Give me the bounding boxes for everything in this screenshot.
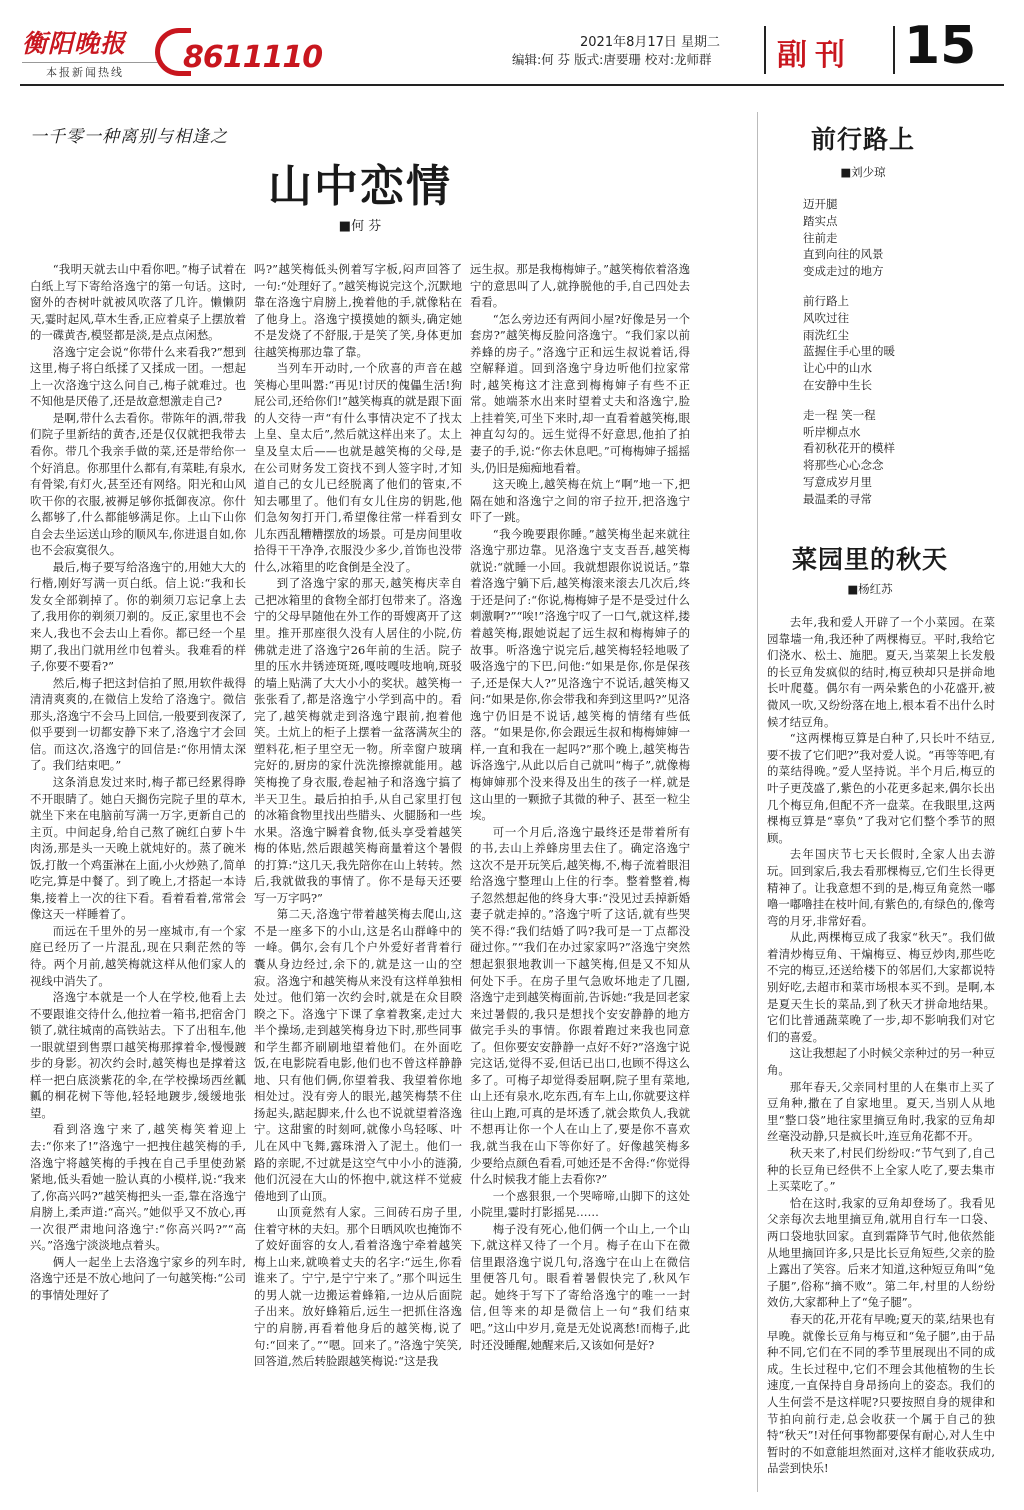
story-paragraph: 一个惑狠狠,一个哭啼啼,山脚下的这处小院里,霎时打影摇晃…… (470, 1188, 690, 1220)
series-label: 一千零一种离别与相逢之 (30, 127, 228, 147)
story-paragraph: 是啊,带什么去看你。带陈年的酒,带我们院子里新结的黄杏,还是仅仅就把我带去看你。带几个我亲手做的菜,还是带给你一个好消息。你那里什么都有,有菜畦,有泉水,有骨梁,有灯火,甚至还有网络。阳光和山风吹干你的衣服,被褥足够你抵御夜凉。你什么都够了,什么都能够满足你。上山下山你自会去坐运送山珍的顺风车,你进退自如,你也不会寂寞很久。 (30, 410, 246, 558)
poem-line: 雨洗红尘 (803, 327, 849, 342)
poem-line: 将那些心心念念 (803, 458, 884, 473)
poem-line: 听岸柳点水 (803, 424, 861, 439)
logo-divider (22, 62, 160, 63)
story-paragraph: 远生叔。那是我梅梅婶子。”越笑梅依着洛逸宁的意思叫了人,就挣脱他的手,自己四处去看看。 (470, 262, 690, 310)
story-column-2 (254, 261, 462, 1489)
masthead-rule (20, 84, 1004, 86)
poem-line: 看初秋花开的模样 (803, 441, 895, 456)
story-paragraph: 可一个月后,洛逸宁最终还是带着所有的书,去山上养蜂房里去住了。确定洛逸宁这次不是开玩笑后,越笑梅,不,梅子流着眼泪给洛逸宁整理山上住的行李。整着整着,梅子忽然想起他的终身大事:“没见过丢掉新婚妻子就走掉的。”洛逸宁听了这话,就有些哭笑不得:“我们结婚了吗?我可是一丁点都没碰过你。”“我们在办过家家吗?”洛逸宁突然想起狠狠地教训一下越笑梅,但是又不知从何处下手。在房子里气急败坏地走了几圈,洛逸宁走到越笑梅面前,告诉她:“我是回老家来过暑假的,我只是想找个安安静静的地方做完手头的事情。你跟着跑过来我也同意了。但你要安安静静一点好不好?”洛逸宁说完这话,觉得不妥,但话已出口,也顾不得这么多了。可梅子却觉得委屈啊,院子里有菜地,山上还有泉水,吃东西,有车上山,你就要这样往山上跑,可真的是坏透了,就会欺负人,我就不想再让你一个人在山上了,要是你不喜欢我,就当我在山下等你好了。好像越笑梅多少要给点颜色看看,可她还是不舍得:“你觉得什么时候我才能上去看你?” (470, 824, 690, 1187)
story-paragraph: 然后,梅子把这封信拍了照,用软件裁得清清爽爽的,在微信上发给了洛逸宁。微信那头,洛逸宁不会马上回信,一般要到夜深了,似乎要到一切都安静下来了,洛逸宁才会回信。而这次,洛逸宁的回信是:“你用情太深了。我们结束吧。” (30, 675, 246, 773)
poem-title: 前行路上 (810, 125, 915, 154)
essay-byline: ■杨红苏 (847, 582, 893, 596)
story-paragraph: “怎么旁边还有两间小屋?好像是另一个套房?”越笑梅反脸问洛逸宁。“我们家以前养蜂的房子。”洛逸宁正和远生叔说着话,得空解释道。回到洛逸宁身边听他们拉家常时,越笑梅这才注意到梅梅婶子有些不正常。她端茶水出来时望着丈夫和洛逸宁,脸上挂着笑,可坐下来时,却一直看着越笑梅,眼神直勾勾的。远生觉得不好意思,他拍了拍妻子的手,说:“你去休息吧。”可梅梅婶子摇摇头,仍旧是痴痴地看着。 (470, 311, 690, 475)
essay-paragraph: 恰在这时,我家的豆角却登场了。我看见父亲每次去地里摘豆角,就用自行车一口袋、两口袋地驮回家。直到霜降节气时,他依然能从地里摘回许多,只是比长豆角短些,父亲的脸上露出了笑容。后来才知道,这种短豆角叫“兔子腿”,俗称“摘不败”。第二年,村里的人纷纷效仿,大家都种上了“兔子腿”。 (767, 1195, 995, 1310)
story-paragraph: 洛逸宁本就是一个人在学校,他看上去不要跟谁交待什么,他拉着一箱书,把宿舍门锁了,就往城南的高铁站去。下了出租车,他一眼就望到售票口越笑梅那撑着伞,慢慢踱步的身影。初次约会时,越笑梅也是撑着这样一把白底淡紫花的伞,在学校操场西丝瓤瓤的桐花树下等他,轻轻地踱步,缓缓地张望。 (30, 990, 246, 1120)
poem-line: 往前走 (803, 230, 838, 245)
poem-line: 前行路上 (803, 293, 849, 308)
poem-line: 直到向往的风景 (803, 247, 884, 262)
story-title: 山中恋情 (268, 161, 452, 212)
story-paragraph: “我明天就去山中看你吧。”梅子试着在白纸上写下寄给洛逸宁的第一句话。这时,窗外的杏树叶就被风吹落了几许。懒懒阴天,霎时起风,草木生香,正应着桌子上摆放着的一碟黄杏,模竖都是淡,是点点闲愁。 (30, 262, 246, 343)
poem-line: 写意成岁月里 (803, 474, 872, 489)
section-name: 副刊 (777, 38, 853, 73)
story-paragraph: 最后,梅子要写给洛逸宁的,用她大大的行楷,刚好写满一页白纸。信上说:“我和长发女全部剃掉了。你的剃须刀忘记拿上去了,我用你的剃须刀剃的。反正,家里也不会来人,我也不会去山上看你。都已经一个星期了,我出门就用丝巾包着头。我难看的样子,你要不要看?” (30, 559, 246, 674)
story-paragraph: 梅子没有死心,他们俩一个山上,一个山下,就这样又待了一个月。梅子在山下在微信里跟洛逸宁说几句,洛逸宁在山上在微信里便答几句。眼看着暑假快完了,秋风乍起。她终于写下了寄给洛逸宁的唯一一封信,但等来的却是微信上一句“我们结束吧。”这山中岁月,竟是无处说离愁!而梅子,此时还没睡醒,她醒来后,又该如何是好? (470, 1221, 690, 1352)
story-paragraph: 这条消息发过来时,梅子都已经累得睁不开眼睛了。她白天搁伤完院子里的草木,就坐下来在电脑前写满一万字,更新自己的主页。中间起身,给自己熬了碗红白萝卜牛肉汤,那是头一天晚上就炖好的。蒸了碗米饭,打散一个鸡蛋淋在上面,小火炒熟了,简单吃完,算是中餐了。到了晚上,才搭起一本诗集,接着上一次的往下看。看着看着,常常会像这天一样睡着了。 (30, 774, 246, 922)
poem-byline: ■刘少琼 (840, 165, 886, 179)
column-divider (757, 112, 758, 1492)
poem-line: 最温柔的寻常 (803, 491, 872, 506)
poem-line: 风吹过往 (803, 310, 849, 325)
story-paragraph: 到了洛逸宁家的那天,越笑梅庆幸自己把冰箱里的食物全部打包带来了。洛逸宁的父母早随他在外工作的哥嫂离开了这里。推开那座很久没有人居住的小院,仿佛就走进了洛逸宁26年前的生活。院子里的压水井锈迹斑斑,嘎吱嘎吱地响,斑驳的墙上贴满了大大小小的奖状。越笑梅一张张看了,都是洛逸宁小学到高中的。看完了,越笑梅就走到洛逸宁跟前,抱着他笑。土炕上的柜子上摆着一盆落满灰尘的塑料花,柜子里空无一物。所幸窗户玻璃完好的,厨房的家什洗洗擦擦就能用。越笑梅挽了身衣服,卷起袖子和洛逸宁搞了半天卫生。最后拍拍手,从自己家里打包的冰箱食物里找出些腊头、火腿肠和一些水果。洛逸宁瞬着食物,低头享受着越笑梅的体贴,然后跟越笑梅商量着这个暑假的打算:“这几天,我先陪你在山上转转。然后,我就做我的事情了。你不是每天还要写一万字吗?” (254, 576, 462, 905)
essay-title: 菜园里的秋天 (791, 545, 948, 574)
story-paragraph: 而远在千里外的另一座城市,有一个家庭已经历了一片混乱,现在只剩茫然的等待。两个月前,越笑梅就这样从他们家人的视线中消失了。 (30, 923, 246, 988)
essay-paragraph: 这让我想起了小时候父亲种过的另一种豆角。 (767, 1046, 995, 1078)
essay-paragraph: 春天的花,开花有早晚;夏天的菜,结果也有早晚。就像长豆角与梅豆和“兔子腿”,由于品种不同,它们在不同的季节里展现出不同的成成。生长过程中,它们不理会其他植物的生长速度,一直保持自身昂扬向上的姿态。我们的人生何尝不是这样呢?只要按照自身的规律和节拍向前行走,总会收获一个属于自己的独特“秋天”!对任何事物都要保有耐心,对人生中暂时的不如意能坦然面对,这样才能收获成功,品尝到快乐! (767, 1311, 995, 1476)
hotline-label: 本报新闻热线 (46, 66, 124, 79)
masthead (0, 0, 1024, 100)
poem-line: 变成走过的地方 (803, 264, 884, 279)
essay-paragraph: 去年,我和爱人开辟了一个小菜园。在菜园靠墙一角,我还种了两棵梅豆。平时,我给它们浇水、松土、施肥。夏天,当菜架上长发般的长豆角发疯似的结时,梅豆秧却只是拼命地长叶爬蔓。偶尔有一两朵紫色的小花盛开,被微风一吹,又纷纷落在地上,根本看不出什么时候才结豆角。 (767, 615, 995, 729)
poem-line: 让心中的山水 (803, 361, 872, 376)
hotline-number: 8611110 (183, 40, 323, 75)
masthead-divider (764, 26, 766, 74)
poem-body (803, 196, 1003, 508)
masthead-divider (893, 26, 895, 74)
essay-paragraph: 从此,两棵梅豆成了我家“秋天”。我们做着清炒梅豆角、干煸梅豆、梅豆炒肉,那些吃不完的梅豆,还送给楼下的邻居们,大家都说特别好吃,去超市和菜市场根本买不到。是啊,本是夏天生长的菜品,到了秋天才拼命地结果。它们比普通蔬菜晚了一步,却不影响我们对它们的喜爱。 (767, 930, 995, 1044)
story-byline: ■何 芬 (338, 219, 382, 234)
story-paragraph: “我今晚要跟你睡。”越笑梅坐起来就往洛逸宁那边靠。见洛逸宁支支吾吾,越笑梅就说:“就睡一小回。我就想跟你说说话。”靠着洛逸宁躺下后,越笑梅滚来滚去几次后,终于还是问了:“你说,梅梅婶子是不是受过什么刺激啊?”“唉!”洛逸宁叹了一口气,就这样,搂着越笑梅,跟她说起了远生叔和梅梅婶子的故事。听洛逸宁说完后,越笑梅轻轻地吸了吸洛逸宁的下巴,问他:“如果是你,你是保孩子,还是保大人?”见洛逸宁不说话,越笑梅又问:“如果是你,你会带我和奔到这里吗?”见洛逸宁仍旧是不说话,越笑梅的情绪有些低落。“如果是你,你会跟远生叔和梅梅婶婶一样,一直和我在一起吗?”那个晚上,越笑梅告诉洛逸宁,从此以后自己就叫“梅子”,就像梅梅婶婶那个没来得及出生的孩子一样,就是这山里的一颗掀子其微的种子、甚至一粒尘埃。 (470, 526, 690, 823)
poem-line: 蓝握住手心里的暖 (803, 344, 895, 359)
essay-paragraph: 秋天来了,村民们纷纷叹:“节气到了,自己种的长豆角已经供不上全家人吃了,要去集市上买菜吃了。” (767, 1146, 995, 1194)
essay-paragraph: “这两棵梅豆算是白种了,只长叶不结豆,要不拔了它们吧?”我对爱人说。“再等等吧,有的菜结得晚。”爱人坚持说。半个月后,梅豆的叶子更茂盛了,紫色的小花更多起来,偶尔长出几个梅豆角,但配不齐一盘菜。在我眼里,这两棵梅豆算是“辜负”了我对它们整个季节的照顾。 (767, 731, 995, 845)
story-column-3 (470, 261, 690, 1489)
story-paragraph: 吗?”越笑梅低头例着写字板,闷声回答了一句:“处理好了。”越笑梅说完这个,沉默地靠在洛逸宁肩膀上,挽着他的手,就像粘在了他身上。洛逸宁摸摸她的额头,确定她不是发烧了不舒服,于是笑了笑,身体更加往越笑梅那边靠了靠。 (254, 262, 462, 359)
story-paragraph: 第二天,洛逸宁带着越笑梅去爬山,这不是一座多下的小山,这是名山群峰中的一峰。偶尔,会有几个户外爱好者背着行囊从身边经过,余下的,就是这一山的空寂。洛逸宁和越笑梅从来没有这样单独相处过。他们第一次约会时,就是在众目睽睽之下。洛逸宁下课了拿着教案,走过大半个操场,走到越笑梅身边下时,那些同事和学生都齐刷刷地望着他们。在外面吃饭,在电影院看电影,他们也不曾这样静静地、只有他们俩,你望着我、我望着你地相处过。没有旁人的眼光,越笑梅禁不住扬起头,踮起脚来,什么也不说就望着洛逸宁。这甜蜜的时刻呵,就像小鸟轻啄、叶儿在风中飞舞,露珠滑入了泥土。他们一路的亲昵,不过就是这空气中小小的涟漪,他们沉浸在大山的怀抱中,就这样不觉疲倦地到了山顶。 (254, 907, 462, 1203)
story-column-1 (30, 261, 246, 1489)
issue-editors: 编辑:何 芬 版式:唐要珊 校对:龙师群 (512, 52, 712, 67)
story-paragraph: 俩人一起坐上去洛逸宁家乡的列车时,洛逸宁还是不放心地问了一句越笑梅:“公司的事情处理好了 (30, 1254, 246, 1302)
story-paragraph: 当列车开动时,一个欣喜的声音在越笑梅心里叫嚣:“再见!讨厌的傀儡生活!狗屁公司,还给你们!”越笑梅真的就是跟下面的人交待一声“有什么事情决定不了找太上皇、皇太后”,然后就这样出来了。太上皇及皇太后——也就是越笑梅的父母,是在公司财务发工资找不到人签字时,才知道自己的女儿已经脱离了他们的管束,不知去哪里了。他们有女儿住房的钥匙,他们急匆匆打开门,希望像往常一样看到女儿东西乱糟糟摆放的场景。可是房间里收拾得干干净净,衣服没少多少,首饰也没带什么,冰箱里的吃食倒是全没了。 (254, 361, 462, 574)
issue-date: 2021年8月17日 星期二 (580, 35, 721, 50)
poem-line: 踏实点 (803, 213, 838, 228)
poem-line: 迈开腿 (803, 197, 838, 211)
story-paragraph: 看到洛逸宁来了,越笑梅笑着迎上去:“你来了!”洛逸宁一把拽住越笑梅的手,洛逸宁将越笑梅的手拽在自己手里使劲紧紧地,低头看她一脸认真的小模样,说:“我来了,你高兴吗?”越笑梅把头一歪,靠在洛逸宁肩膀上,柔声道:“高兴。”她似乎又不放心,再一次很严肃地问洛逸宁:“你高兴吗?”“高兴。”洛逸宁淡淡地点着头。 (30, 1122, 246, 1253)
essay-paragraph: 那年春天,父亲同村里的人在集市上买了豆角种,撒在了自家地里。夏天,当别人从地里“整口袋”地往家里摘豆角时,我家的豆角却丝毫没动静,只是疯长叶,连豆角花都不开。 (767, 1079, 995, 1144)
essay-body (767, 614, 995, 1494)
poem-line: 走一程 笑一程 (803, 407, 876, 422)
page-number: 15 (904, 16, 977, 76)
poem-line: 在安静中生长 (803, 377, 872, 392)
story-paragraph: 洛逸宁定会说“你带什么来看我?”想到这里,梅子将白纸揉了又揉成一团。一想起上一次洛逸宁这么问自己,梅子就难过。也不知他是厌倦了,还是故意想激走自己? (30, 344, 246, 409)
story-paragraph: 山顶竟然有人家。三间砖石房子里,住着守林的夫妇。那个日晒风吹也掩饰不了姣好面容的女人,看着洛逸宁牵着越笑梅上山来,就唤着丈夫的名字:“远生,你看谁来了。宁宁,是宁宁来了。”那个叫远生的男人就一边搬运着蜂箱,一边从后面院子出来。放好蜂箱后,远生一把抓住洛逸宁的肩膀,再看着他身后的越笑梅,说了句:“回来了。”“嗯。回来了。”洛逸宁笑笑,回答道,然后转脸跟越笑梅说:“这是我 (254, 1205, 462, 1369)
essay-paragraph: 去年国庆节七天长假时,全家人出去游玩。回到家后,我去看那棵梅豆,它们生长得更精神了。让我意想不到的是,梅豆角竟然一嘟噜一嘟噜挂在枝叶间,有紫色的,有绿色的,像弯弯的月牙,非常好看。 (767, 847, 995, 928)
paper-logo: 衡阳晚报 (22, 29, 127, 58)
story-paragraph: 这天晚上,越笑梅在炕上“啊”地一下,把隔在她和洛逸宁之间的帘子拉开,把洛逸宁吓了一跳。 (470, 477, 690, 525)
